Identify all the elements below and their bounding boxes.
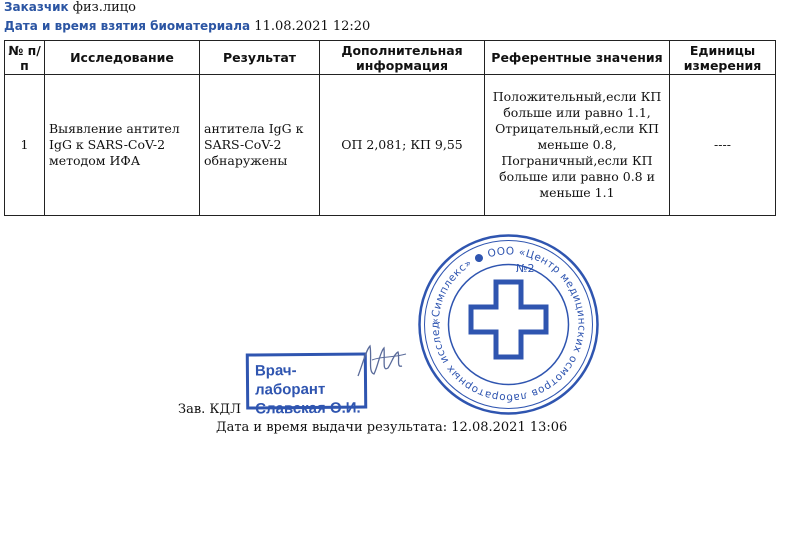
svg-text:«Симплекс» ● ООО «Центр медици xyxy=(416,232,588,404)
doctor-title: Врач-лаборант xyxy=(254,362,326,399)
customer-row xyxy=(4,0,136,15)
col-header-result: Результат xyxy=(200,41,320,75)
signature xyxy=(352,338,412,388)
col-header-reference: Референтные значения xyxy=(485,41,670,75)
col-header-units: Единицы измерения xyxy=(670,41,776,75)
table-header-row xyxy=(5,41,776,75)
table-row xyxy=(5,75,776,216)
doctor-name: Славская О.И. xyxy=(255,399,361,418)
col-header-additional: Дополнительная информация xyxy=(320,41,485,75)
cell-result: антитела IgG к SARS-CoV-2 обнаружены xyxy=(200,75,320,216)
reference-line: больше или равно 1.1, xyxy=(503,105,651,120)
reference-line: меньше 1.1 xyxy=(539,185,615,200)
customer-label: Заказчик xyxy=(4,0,69,14)
doctor-stamp xyxy=(246,352,367,418)
cell-units: ---- xyxy=(670,75,776,216)
reference-line: Отрицательный,если КП xyxy=(495,121,659,136)
results-table xyxy=(4,40,776,216)
round-clinic-stamp xyxy=(416,232,601,417)
medical-cross-icon xyxy=(471,282,546,357)
collected-row xyxy=(4,19,370,34)
head-lab-label: Зав. КДЛ xyxy=(178,402,241,417)
issued-row xyxy=(216,420,567,435)
stamp-number: №2 xyxy=(516,262,535,275)
cell-reference xyxy=(485,75,670,216)
col-header-num: № п/п xyxy=(5,41,45,75)
issued-label: Дата и время выдачи результата: xyxy=(216,420,448,435)
collected-value: 11.08.2021 12:20 xyxy=(254,19,371,34)
reference-line: Пограничный,если КП xyxy=(501,153,653,168)
reference-line: Положительный,если КП xyxy=(492,89,662,104)
col-header-test: Исследование xyxy=(45,41,200,75)
reference-line: больше или равно 0.8 и xyxy=(499,169,655,184)
collected-label: Дата и время взятия биоматериала xyxy=(4,19,251,33)
cell-num: 1 xyxy=(5,75,45,216)
issued-value: 12.08.2021 13:06 xyxy=(451,420,568,435)
reference-line: меньше 0.8, xyxy=(537,137,617,152)
cell-additional: ОП 2,081; КП 9,55 xyxy=(320,75,485,216)
customer-value: физ.лицо xyxy=(72,0,136,15)
stamp-ring-text: «Симплекс» ● ООО «Центр медицинских осмотров лабораторных исслед xyxy=(429,245,588,404)
cell-test: Выявление антител IgG к SARS-CoV-2 методом ИФА xyxy=(45,75,200,216)
